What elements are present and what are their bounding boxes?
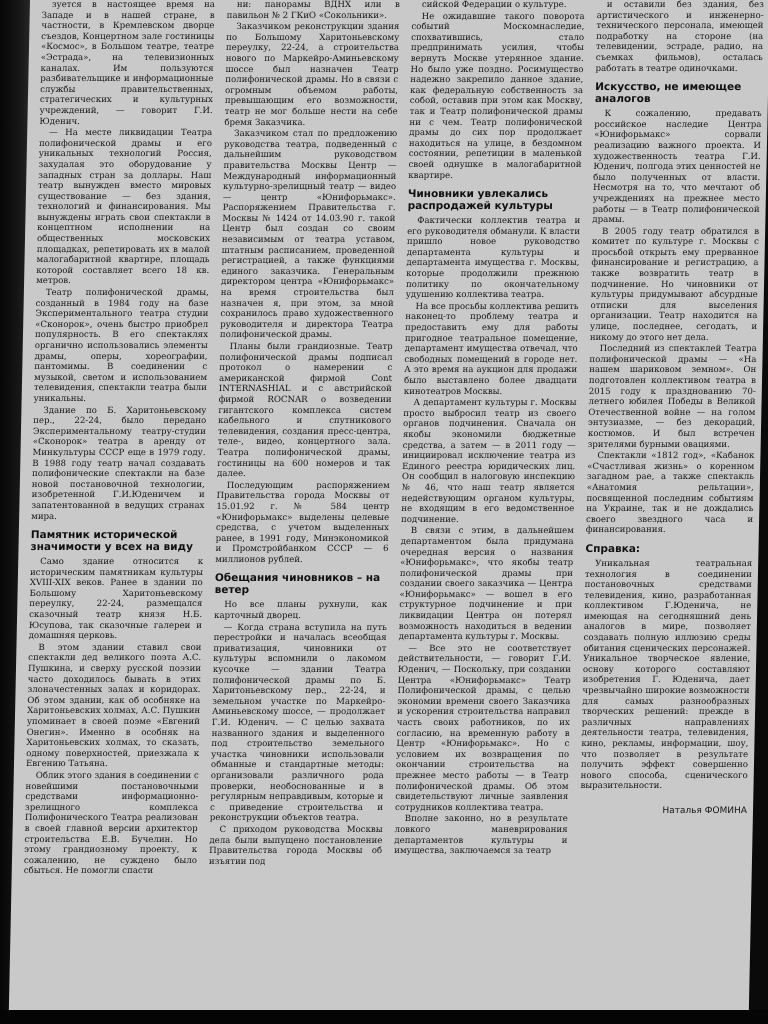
article-paragraph: Планы были грандиозные. Театр полифонической драмы подписал протокол о намерении с американской фирмой Cont INTERNASHIAL и с австрийской фирмой ROCNAR о возведении гигантского комплекса систем кабельного и спутникового телевидения, создания пресс-центра, теле-, видео, концертного зала. Театра полифонической драмы, гостиницы на 600 номеров и так далее. (216, 342, 393, 480)
article-paragraph: Театр полифонической драмы, созданный в 1984 году на базе Экспериментального театра студии «Сконорок», очень быстро приобрел популярность. В его спектаклях органично использовались элементы драмы, оперы, хореографии, пантомимы. В соединении с музыкой, светом и использованием телевидения, спектакли театра были уникальны. (33, 288, 209, 404)
column-3 (385, 0, 591, 1012)
article-paragraph: сийской Федерации о культуре. (421, 0, 567, 10)
article-paragraph: А департамент культуры г. Москвы просто выбросил театр из своего органов подчинения. Сначала он якобы экономили бюджетные средства, а затем — в 2011 году — инициировал исключение театра из Единого реестра юридических лиц. Он сообщил в налоговую инспекцию № 46, что наш театр является недействующим органом культуры, не входящим в его ведомственное подчинение. (400, 398, 577, 525)
article-paragraph: Здание по Б. Харитоньевскому пер., 22-24, было передано Экспериментальному театру-студии «Сконорок» театра в аренду от Минкультуры СССР еще в 1979 году. В 1988 году театр начал создавать полифонические спектакли на базе новой постановочной технологии, изобретенной Г.И.Юденичем и запатентованной в ведущих странах мира. (31, 405, 207, 522)
article-paragraph: и оставили без здания, без артистического и инженерно-технического персонала, имеющей подработку на стороне (на телевидении, эстраде, радио, на съемках фильмов), осталась работать в театре одиночками. (595, 0, 764, 74)
article-paragraph: ни: панорамы ВДНХ или в павильон № 2 ГКиО «Сокольники». (226, 0, 400, 21)
article-paragraph: В связи с этим, в дальнейшем департаментом была придумана очередная версия о названия «Юнифорьмакс», что якобы театр полифонической драмы при создании своего заказчика — Центра «Юнифорьмакс» — вошел в его структурное подчинение и при ликвидации Центра он потерял возможность находиться в ведении департамента культуры г. Москвы. (398, 526, 574, 643)
article-paragraph: Не ожидавшие такого поворота событий Москомнаследие, спохватившись, стало предпринимать усилия, чтобы вернуть Москве утерянное здание. Но было уже поздно. Росимущество надежно закрепило данное здание, как федеральную собственность за собой, оставив при этом как Москву, так и Театр полифонической драмы ни с чем. Театр полифонической драмы до сих пор продолжает находиться на улице, в бездомном состоянии, репетиции в маленькой своей однушке в малогабаритной квартире. (408, 11, 585, 181)
column-4 (570, 0, 768, 1012)
article-paragraph: На все просьбы коллектива решить наконец-то проблему театра и предоставить ему для работы пригодное театральное помещение, департамент имущества отвечал, что свободных помещений в городе нет. А это время на аукцион для продажи было выставлено более двадцати кинотеатров Москвы. (403, 301, 579, 397)
article-columns (15, 0, 768, 1012)
scan-bottom-shadow (0, 1010, 768, 1024)
article-paragraph: Облик этого здания в соединении с новейшими постановочными средствами информационно-зрелищного комплекса Полифонического Театра реализован в своей главной версии архитектор строительства Е.В. Бучелин. Но этому грандиозному проекту, к сожалению, не суждено было сбыться. Не помогли спасти (23, 770, 199, 877)
article-paragraph: — Все это не соответствует действительности, — говорит Г.И. Юденич, — Поскольку, при создании Центра «Юнифорьмакс» Театр Полифонической драмы, с целью экономии времени своего Заказчика и ускорения строительства направил часть своих работников, по их согласию, на временную работу в Центр «Юнифорьмакс». Но с условием их возвращения по окончании строительства на прежнее место работы — в Театр полифонической драмы. Об этом свидетельствуют личные заявления сотрудников коллектива театра. (394, 643, 572, 813)
section-heading: Искусство, не имеющее аналогов (594, 81, 742, 106)
article-paragraph: Вполне законно, но в результате ловкого маневрирования департаментов культуры и имущества, заключаемся за театр (394, 814, 568, 857)
article-paragraph: Фактически коллектив театра и его руководителя обманули. К власти пришло новое руководство департамента культуры и департамента имущества г. Москвы, которые продолжили прежнюю политику по окончательному удушению коллектива театра. (405, 216, 581, 301)
article-paragraph: В этом здании ставил свои спектакли дед великого поэта А.С. Пушкина, и сверху русской поэзии часто доходилось бывать в этих злоначестенных залах и коридорах. Об этом здании, как об особняке на Харитоньевских холмах, А.С. Пушкин упоминает в своей поэме «Евгений Онегин». Именно в особняк на Харитоньевских холмах, то сказать, одному поверхностей, приезжала к Евгению Татьяна. (25, 642, 202, 770)
article-paragraph: Но все планы рухнули, как карточный дворец. (213, 600, 388, 622)
article-paragraph: — Когда страна вступила на путь перестройки и началась всеобщая приватизация, чиновники от культуры вспомнили о лакомом кусочке — здании Театра полифонической драмы по Б. Харитоньевскому пер., 22-24, и земельном участке по Маркейро-Аминьевскому шоссе, — продолжает Г.И. Юденич. — С целью захвата названного здания и выделенного под строительство земельного участка чиновники использовали обманные и стандартные методы: организовали различного рода проверки, необоснованные и в регулярным неправдивым, которые и с приведение строительства и реконструкции объектов театра. (209, 622, 387, 824)
article-paragraph: Само здание относится к историческим памятникам культуры XVIII-XIX веков. Ранее в здании по Большому Харитоньевскому переулку, 22-24, размещался сказочный театр князя Н.Б. Юсупова, так сказочные галереи и домашняя церковь. (28, 557, 204, 642)
article-paragraph: — На месте ликвидации Театра полифонической драмы и его уникальных технологий Россия, захудалая это оборудование у западных стран за доллары. Наш театр вынужден вместо мировых существование — без здания, технологий и финансирования. Мы вынуждены играть свои спектакли в концептном исполнении на общественных московских площадках, репетировать их в малой малогабаритной квартире, площадь которой составляет всего 18 кв. метров. (35, 128, 213, 287)
article-paragraph: Уникальная театральная технология в соединении постановочных средствами телевидения, кино, разработанная коллективом Г.Юденича, не имеющая на сегодняшний день аналогов в мире, позволяет создавать полную иллюзию среды обитания сценических персонажей. Уникальное творческое явление, основу которого составляют изобретения Г. Юденича, дает чрезвычайно широкие возможности для самых разнообразных творческих решений: прежде в различных направлениях деятельности театра, телевидения, кино, рекламы, информации, шоу, что позволяет в результате получить эффект совершенно нового способа, сценического выразительности. (580, 558, 753, 792)
article-paragraph: Заказчиком реконструкции здания по Большому Харитоньевскому переулку, 22-24, а строительства нового по Маркейро-Аминьевскому шоссе был назначен Театр полифонической драмы. Но в связи с огромным объемом работы, превышающим его возможности, театр не мог больше нести на себе бремя Заказчика. (224, 22, 400, 128)
article-paragraph: Последний из спектаклей Театра полифонической драмы — «На нашем шариковом земном». Он подготовлен коллективом театра в 2015 году к празднованию 70-летнего юбилея Победы в Великой Отечественной войне — на голом энтузиазме, — без декораций, костюмов. И был встречен зрителями бурными овациями. (587, 344, 757, 450)
section-heading: Чиновники увлекались распродажей культуры (407, 188, 553, 213)
column-1 (15, 0, 221, 1012)
newspaper-page (9, 0, 768, 1012)
article-paragraph: Спектакли «1812 год», «Кабанок «Счастливая жизнь» о коренном загадном рае, а также спектакль «Анатомия рельтации», посвященной последним событиям на Украине, так и не дождались своего звездного часа и финансирования. (585, 451, 755, 536)
article-paragraph: Заказчиком стал по предложению руководства театра, подведенный с дальнейшим руководством правительства Москвы Центр — Международный информационный культурно-зрелищный театр — видео — центр «Юнифорьмакс». Распоряжением Правительства г. Москвы № 1424 от 14.03.90 г. такой Центр был создан со своим независимым от театра уставом, штатным расписанием, проведенной регистрацией, а также функциями единого заказчика. Генеральным директором центра «Юнифорьмакс» на время строительства был назначен я, при этом, за мной сохранилось право художественного руководителя и директора Театра полифонической драмы. (219, 129, 398, 341)
article-paragraph: К сожалению, предавать российское наследие Центра «Юнифорьмакс» сорвали реализацию важного проекта. И художественность театра Г.И. Юденич, полгода этих ценностей не было полученных от власти. Несмотря на то, что мечтают об учреждениях на прежнее место работы — в Театр полифонической драмы. (592, 109, 762, 226)
column-2 (200, 0, 406, 1012)
article-paragraph: зуется в настоящее время на Западе и в нашей стране, в частности, в Кремлевском дворце съездов, Концертном зале гостиницы «Космос», в Большом театре, театре «Эстрада», на телевизионных каналах. Им пользуются разбивательщике и информационные службы правительственных, стратегических и культурных учреждений, — говорит Г.И. Юденич. (39, 0, 215, 127)
section-heading: Справка: (585, 542, 641, 555)
article-paragraph: Последующим распоряжением Правительства города Москвы от 15.01.92 г. № 584 центр «Юнифорьмакс» выделены целевые средства, с учетом выделенных ранее, в 1991 году, Минэкономикой и Промстройбанком СССР — 6 миллионов рублей. (215, 480, 390, 565)
section-heading: Памятник исторической значимости у всех на виду (30, 529, 194, 554)
article-paragraph: С приходом руководства Москвы дела были выпущено постановление Правительства города Москвы об изъятии под (208, 824, 383, 867)
section-heading: Обещания чиновников – на ветер (214, 572, 381, 597)
article-paragraph: В 2005 году театр обратился в комитет по культуре г. Москвы с просьбой открыть ему прерванное финансирование и регистрацию, а также возвратить театр в подчинение. Но чиновники от культуры придумывают абсурдные отписки для выселения организации. Театр находится на улице, последнее, сегодать, и никому до этого нет дела. (589, 226, 760, 343)
author-signature: Наталья ФОМИНА (662, 805, 748, 816)
